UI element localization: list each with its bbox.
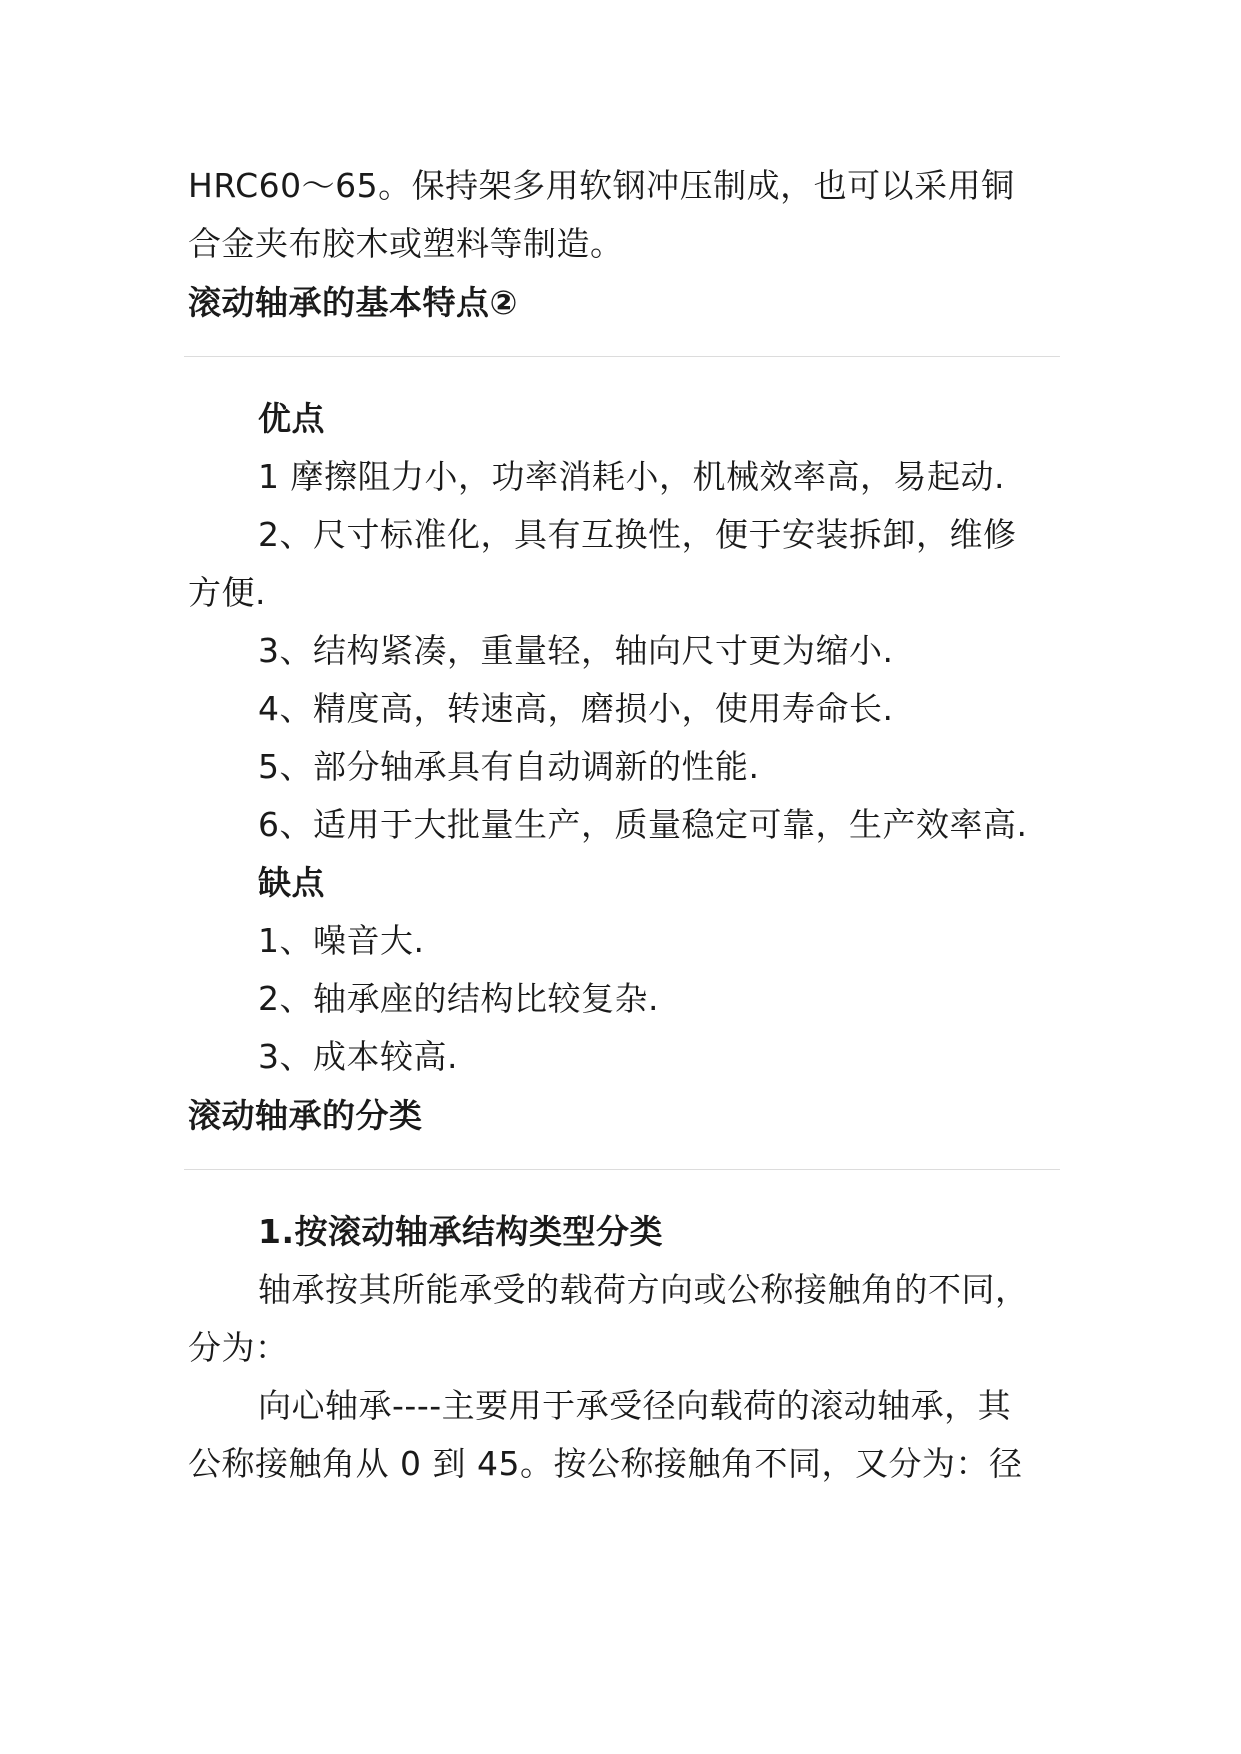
list-item: 3、结构紧凑，重量轻，轴向尺寸更为缩小. [258,631,894,670]
list-item: 1 摩擦阻力小，功率消耗小，机械效率高，易起动. [258,457,1005,496]
list-item: 6、适用于大批量生产，质量稳定可靠，生产效率高. [258,805,1028,844]
list-item: 2、轴承座的结构比较复杂. [258,979,659,1018]
paragraph-line: 合金夹布胶木或塑料等制造。 [188,224,624,263]
paragraph-line: 轴承按其所能承受的载荷方向或公称接触角的不同， [258,1270,1029,1309]
paragraph-line: HRC60～65。保持架多用软钢冲压制成，也可以采用铜 [188,166,1015,205]
subheading: 优点 [258,399,325,438]
subheading: 1.按滚动轴承结构类型分类 [258,1212,663,1251]
paragraph-line: 向心轴承----主要用于承受径向载荷的滚动轴承，其 [258,1386,1012,1425]
section-divider [184,1169,1060,1170]
subheading: 缺点 [258,863,325,902]
paragraph-line: 分为： [188,1328,289,1367]
list-item: 2、尺寸标准化，具有互换性，便于安装拆卸，维修 [258,515,1017,554]
paragraph-line: 公称接触角从 0 到 45。按公称接触角不同，又分为：径 [188,1444,1023,1483]
section-heading: 滚动轴承的分类 [188,1096,423,1135]
section-divider [184,356,1060,357]
list-item: 4、精度高，转速高，磨损小，使用寿命长. [258,689,894,728]
list-item: 1、噪音大. [258,921,425,960]
list-item: 3、成本较高. [258,1037,458,1076]
list-item: 5、部分轴承具有自动调新的性能. [258,747,760,786]
list-item-continuation: 方便. [188,573,266,612]
section-heading: 滚动轴承的基本特点② [188,283,518,322]
